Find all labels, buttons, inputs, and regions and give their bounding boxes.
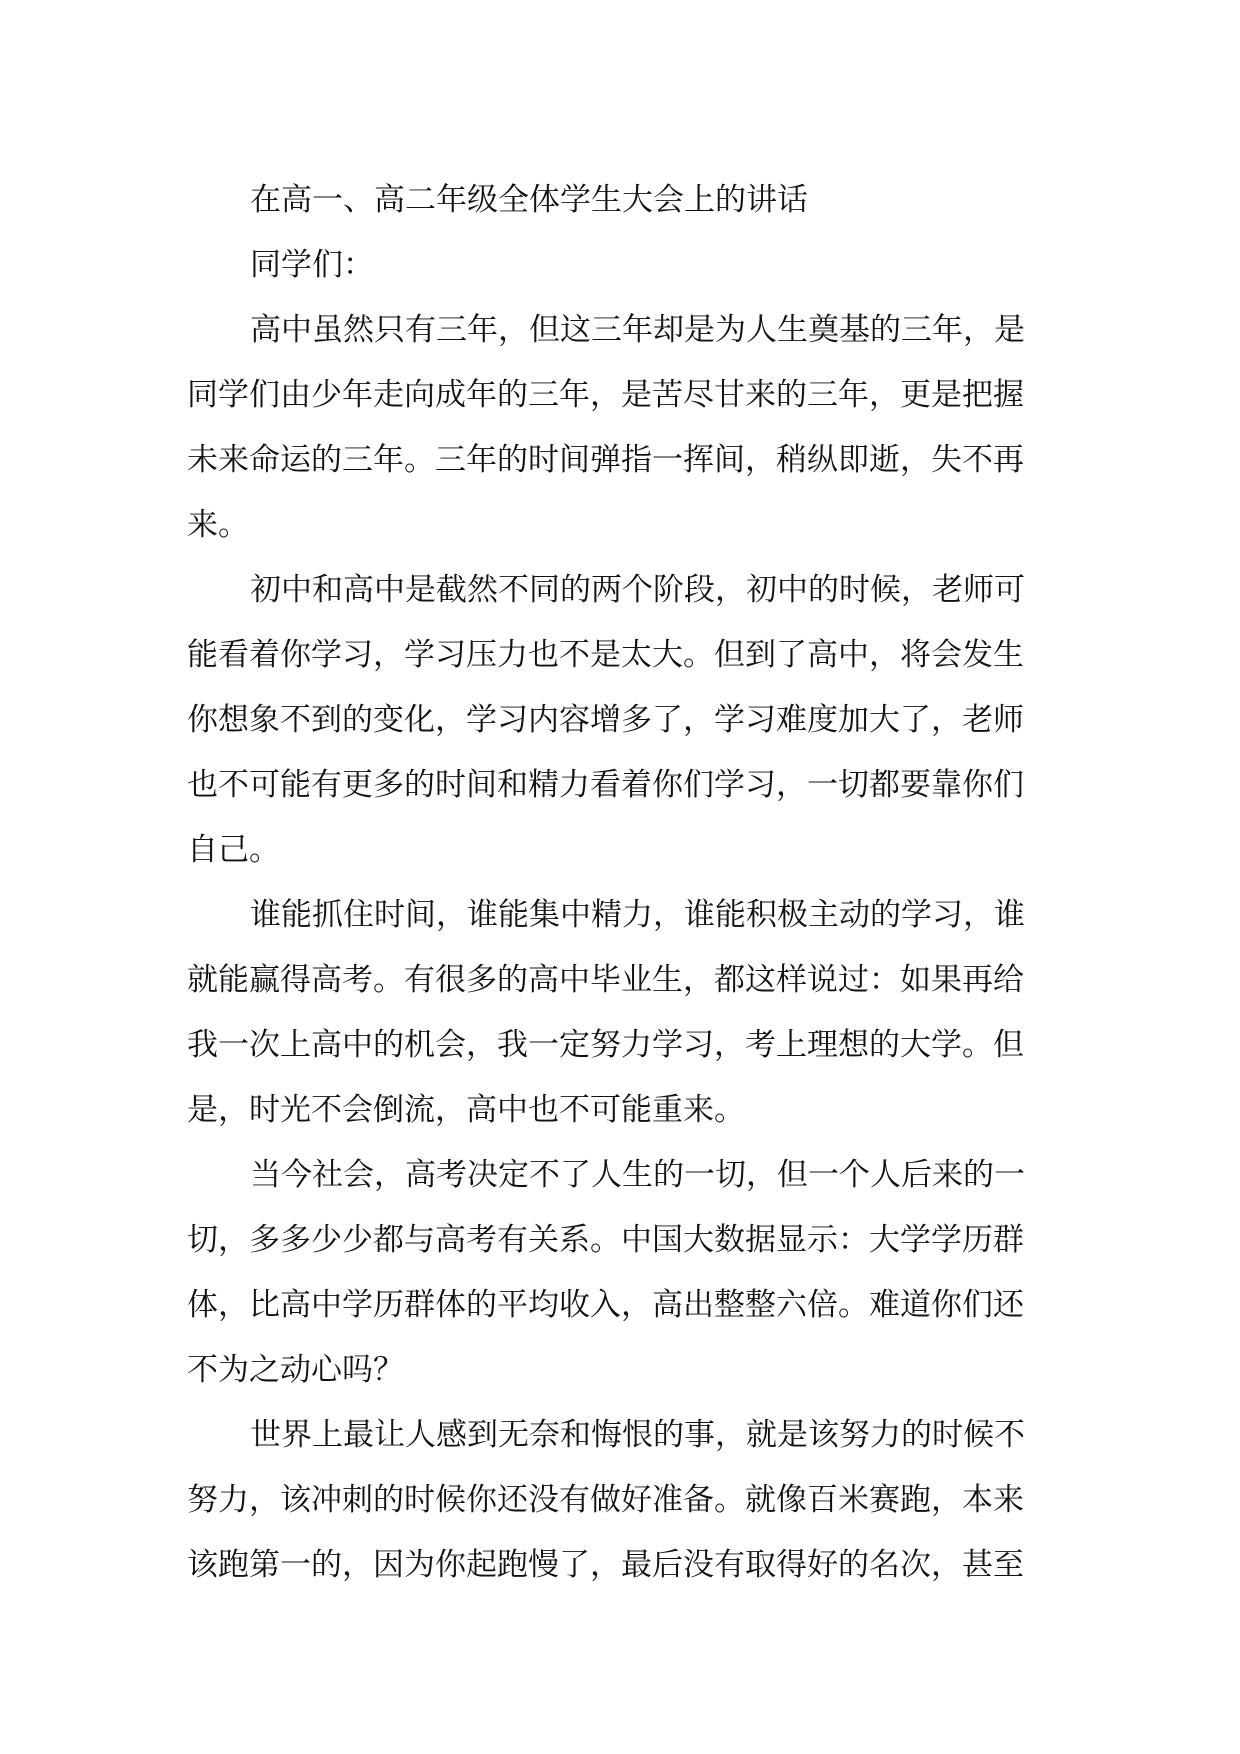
paragraph-line: 就能赢得高考。有很多的高中毕业生，都这样说过：如果再给 xyxy=(187,962,1024,998)
paragraph-line: 来。 xyxy=(187,507,249,543)
paragraph-line: 高中虽然只有三年，但这三年却是为人生奠基的三年，是 xyxy=(250,312,1025,348)
paragraph-line: 努力，该冲刺的时候你还没有做好准备。就像百米赛跑，本来 xyxy=(187,1482,1024,1518)
document-body xyxy=(187,168,1055,1598)
document-title: 在高一、高二年级全体学生大会上的讲话 xyxy=(250,182,808,218)
paragraph-line: 也不可能有更多的时间和精力看着你们学习，一切都要靠你们 xyxy=(187,767,1024,803)
paragraph-line: 体，比高中学历群体的平均收入，高出整整六倍。难道你们还 xyxy=(187,1287,1024,1323)
paragraph-line: 自己。 xyxy=(187,832,280,868)
paragraph-3 xyxy=(187,883,1055,1143)
paragraph-line: 你想象不到的变化，学习内容增多了，学习难度加大了，老师 xyxy=(187,702,1024,738)
paragraph-line: 世界上最让人感到无奈和悔恨的事，就是该努力的时候不 xyxy=(250,1417,1025,1453)
paragraph-line: 当今社会，高考决定不了人生的一切，但一个人后来的一 xyxy=(250,1157,1025,1193)
paragraph-line: 是，时光不会倒流，高中也不可能重来。 xyxy=(187,1092,745,1128)
paragraph-line: 谁能抓住时间，谁能集中精力，谁能积极主动的学习，谁 xyxy=(250,897,1025,933)
paragraph-5 xyxy=(187,1403,1055,1598)
salutation: 同学们： xyxy=(250,247,374,283)
paragraph-line: 未来命运的三年。三年的时间弹指一挥间，稍纵即逝，失不再 xyxy=(187,442,1024,478)
paragraph-1 xyxy=(187,298,1055,558)
paragraph-line: 同学们由少年走向成年的三年，是苦尽甘来的三年，更是把握 xyxy=(187,377,1024,413)
paragraph-line: 初中和高中是截然不同的两个阶段，初中的时候，老师可 xyxy=(250,572,1025,608)
paragraph-line: 该跑第一的，因为你起跑慢了，最后没有取得好的名次，甚至 xyxy=(187,1547,1024,1583)
paragraph-line: 我一次上高中的机会，我一定努力学习，考上理想的大学。但 xyxy=(187,1027,1024,1063)
paragraph-2 xyxy=(187,558,1055,883)
paragraph-4 xyxy=(187,1143,1055,1403)
paragraph-line: 切，多多少少都与高考有关系。中国大数据显示：大学学历群 xyxy=(187,1222,1024,1258)
paragraph-line: 能看着你学习，学习压力也不是太大。但到了高中，将会发生 xyxy=(187,637,1024,673)
paragraph-line: 不为之动心吗？ xyxy=(187,1352,404,1388)
